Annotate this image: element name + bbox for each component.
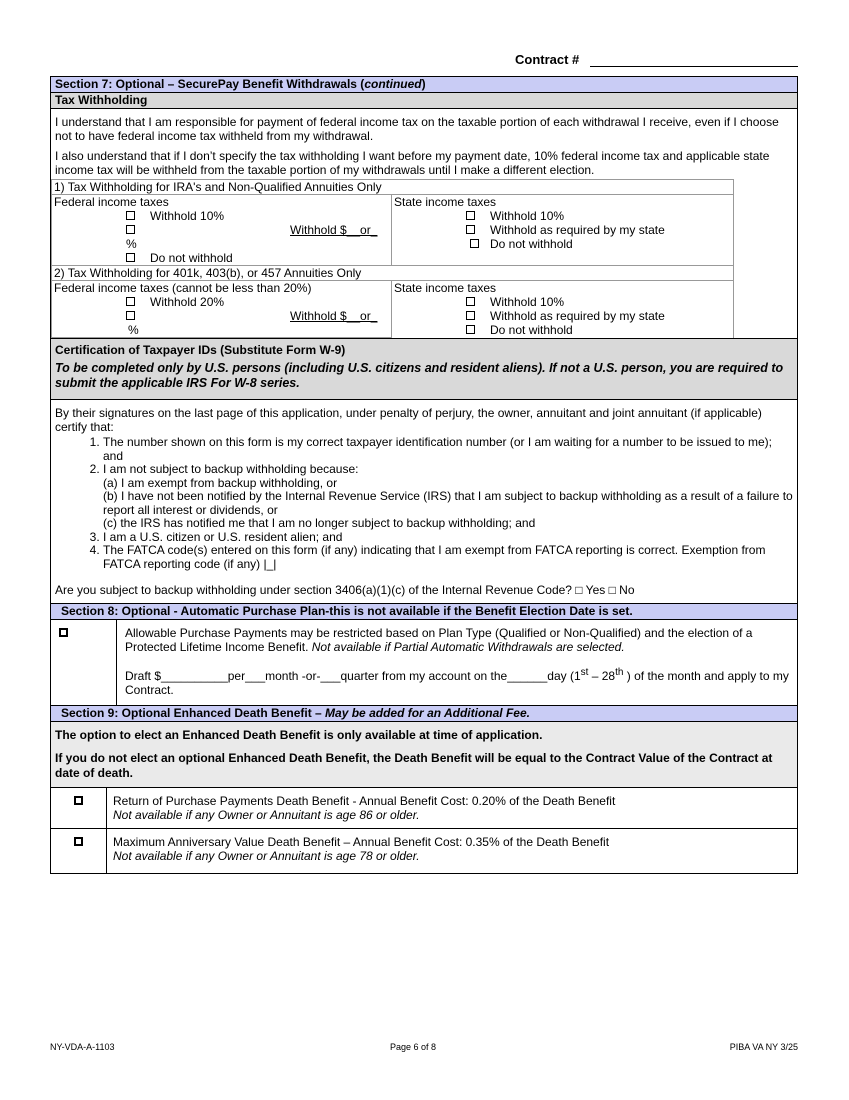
death-benefit-row-2 (50, 829, 798, 874)
footer-form-code: NY-VDA-A-1103 (50, 1042, 115, 1052)
cert-body (50, 400, 798, 604)
tax-para-2: I also understand that if I don’t specify the tax withholding I want before my payment date, 10% federal income tax and applicable state income tax will be withheld from the taxable portion of my withdrawals until I make a different election. (55, 149, 770, 177)
k-title: 2) Tax Withholding for 401k, 403(b), or 457 Annuities Only (52, 266, 734, 281)
k-state-required-label: Withhold as required by my state (490, 309, 665, 323)
backup-question: Are you subject to backup withholding under section 3406(a)(1)(c) of the Internal Revenue Code? □ Yes □ No (55, 583, 635, 597)
contract-label: Contract # (515, 52, 580, 67)
footer-page-number: Page 6 of 8 (390, 1042, 437, 1052)
ira-fed-amount-label: Withhold $__or_ (290, 223, 378, 237)
max-anniversary-label: Maximum Anniversary Value Death Benefit – Annual Benefit Cost: 0.35% of the Death Benefit (113, 835, 610, 849)
k-state-title: State income taxes (394, 281, 497, 295)
purchase-plan-text: Allowable Purchase Payments may be restricted based on Plan Type (Qualified or Non-Qualified) and the election of a Protected Lifetime Income Benefit. Not available if Partial Automatic Withdrawals are selected. (125, 626, 753, 654)
k-state-required-checkbox[interactable] (466, 311, 475, 320)
ira-state-title: State income taxes (394, 195, 497, 209)
k-fed-amount-label: Withhold $__or_ (290, 309, 378, 323)
ira-fed-title: Federal income taxes (54, 195, 169, 209)
k-fed-amount-checkbox[interactable] (126, 311, 135, 320)
ira-fed-10-checkbox[interactable] (126, 211, 135, 220)
return-payments-note: Not available if any Owner or Annuitant is age 86 or older. (113, 808, 420, 822)
section9-title: Section 9: Optional Enhanced Death Benefit – May be added for an Additional Fee. (50, 706, 798, 722)
cert-item-2a: (a) I am exempt from backup withholding, or (103, 475, 338, 490)
ira-state-none-checkbox[interactable] (470, 239, 479, 248)
cert-item-2b: (b) I have not been notified by the Internal Revenue Service (IRS) that I am subject to backup withholding as a result of a failure to report all interest or dividends, or (103, 489, 793, 517)
section7-title: Section 7: Optional – SecurePay Benefit Withdrawals (continued) (50, 76, 798, 93)
purchase-plan-draft: Draft $__________per___month -or-___quarter from my account on the______day (1st – 28th ) of the month and apply to my Contract. (125, 667, 789, 697)
cert-header-box (50, 339, 798, 400)
cert-item-4: 4. The FATCA code(s) entered on this form (if any) indicating that I am exempt from FATCA reporting is correct. Exemption from FATCA reporting code (if any) |_| (103, 544, 793, 571)
cert-intro: By their signatures on the last page of this application, under penalty of perjury, the owner, annuitant and joint annuitant (if applicable) certify that: (55, 406, 762, 434)
cert-item-3: 3. I am a U.S. citizen or U.S. resident alien; and (103, 531, 793, 545)
ira-fed-none-checkbox[interactable] (126, 253, 135, 262)
k-fed-20-checkbox[interactable] (126, 297, 135, 306)
cert-item-1: 1. The number shown on this form is my correct taxpayer identification number (or I am waiting for a number to be issued to me); and (103, 436, 793, 463)
cert-title: Certification of Taxpayer IDs (Substitute Form W-9) (55, 343, 346, 357)
ira-state-10-label: Withhold 10% (490, 209, 565, 223)
ira-state-none-label: Do not withhold (490, 237, 573, 251)
tax-withholding-title: Tax Withholding (50, 93, 798, 109)
max-anniversary-note: Not available if any Owner or Annuitant is age 78 or older. (113, 849, 420, 863)
purchase-plan-checkbox[interactable] (59, 628, 68, 637)
ira-fed-10-label: Withhold 10% (150, 209, 225, 223)
max-anniversary-checkbox[interactable] (74, 837, 83, 846)
k-state-none-checkbox[interactable] (466, 325, 475, 334)
cert-item-2c: (c) the IRS has notified me that I am no longer subject to backup withholding; and (103, 516, 536, 530)
cert-italic-note: To be completed only by U.S. persons (including U.S. citizens and resident aliens). If not a U.S. person, you are required to submit the applicable IRS For W-8 series. (55, 361, 784, 390)
k-fed-20-label: Withhold 20% (150, 295, 225, 309)
ira-fed-pct: % (126, 237, 137, 251)
ira-state-required-label: Withhold as required by my state (490, 223, 665, 237)
k-fed-title: Federal income taxes (cannot be less than 20%) (54, 281, 312, 295)
k-fed-pct: % (128, 323, 139, 337)
section9-note-1: The option to elect an Enhanced Death Benefit is only available at time of application. (55, 728, 543, 742)
ira-state-required-checkbox[interactable] (466, 225, 475, 234)
k-state-10-checkbox[interactable] (466, 297, 475, 306)
cert-item-2: 2. I am not subject to backup withholding because: (a) I am exempt from backup withholding, or (b) I have not been notified by the Internal Revenue Service (IRS) that I am subject to backup withholding as a result of a failure to report all interest or dividends, or (c) the IRS has notified me that I am no longer subject to backup withholding; and (103, 463, 793, 531)
return-payments-checkbox[interactable] (74, 796, 83, 805)
section9-notes (50, 722, 798, 788)
section8-row (50, 620, 798, 706)
ira-state-10-checkbox[interactable] (466, 211, 475, 220)
ira-title: 1) Tax Withholding for IRA's and Non-Qualified Annuities Only (52, 180, 734, 195)
tax-para-1: I understand that I am responsible for payment of federal income tax on the taxable portion of each withdrawal I receive, even if I choose not to have federal income tax withheld from my withdrawal. (55, 115, 779, 143)
ira-fed-amount-checkbox[interactable] (126, 225, 135, 234)
contract-number (470, 50, 798, 70)
cert-list (55, 436, 793, 571)
k-state-none-label: Do not withhold (490, 323, 573, 337)
tax-withholding-box (50, 109, 798, 339)
death-benefit-row-1 (50, 788, 798, 829)
section8-title: Section 8: Optional - Automatic Purchase Plan-this is not available if the Benefit Election Date is set. (50, 604, 798, 620)
withholding-table (51, 179, 734, 338)
footer-version: PIBA VA NY 3/25 (729, 1042, 798, 1052)
k-state-10-label: Withhold 10% (490, 295, 565, 309)
return-payments-label: Return of Purchase Payments Death Benefit - Annual Benefit Cost: 0.20% of the Death Benefit (113, 794, 616, 808)
contract-number-field[interactable] (590, 66, 798, 67)
ira-fed-none-label: Do not withhold (150, 251, 233, 265)
section9-note-2: If you do not elect an optional Enhanced Death Benefit, the Death Benefit will be equal to the Contract Value of the Contract at date of death. (55, 751, 773, 780)
